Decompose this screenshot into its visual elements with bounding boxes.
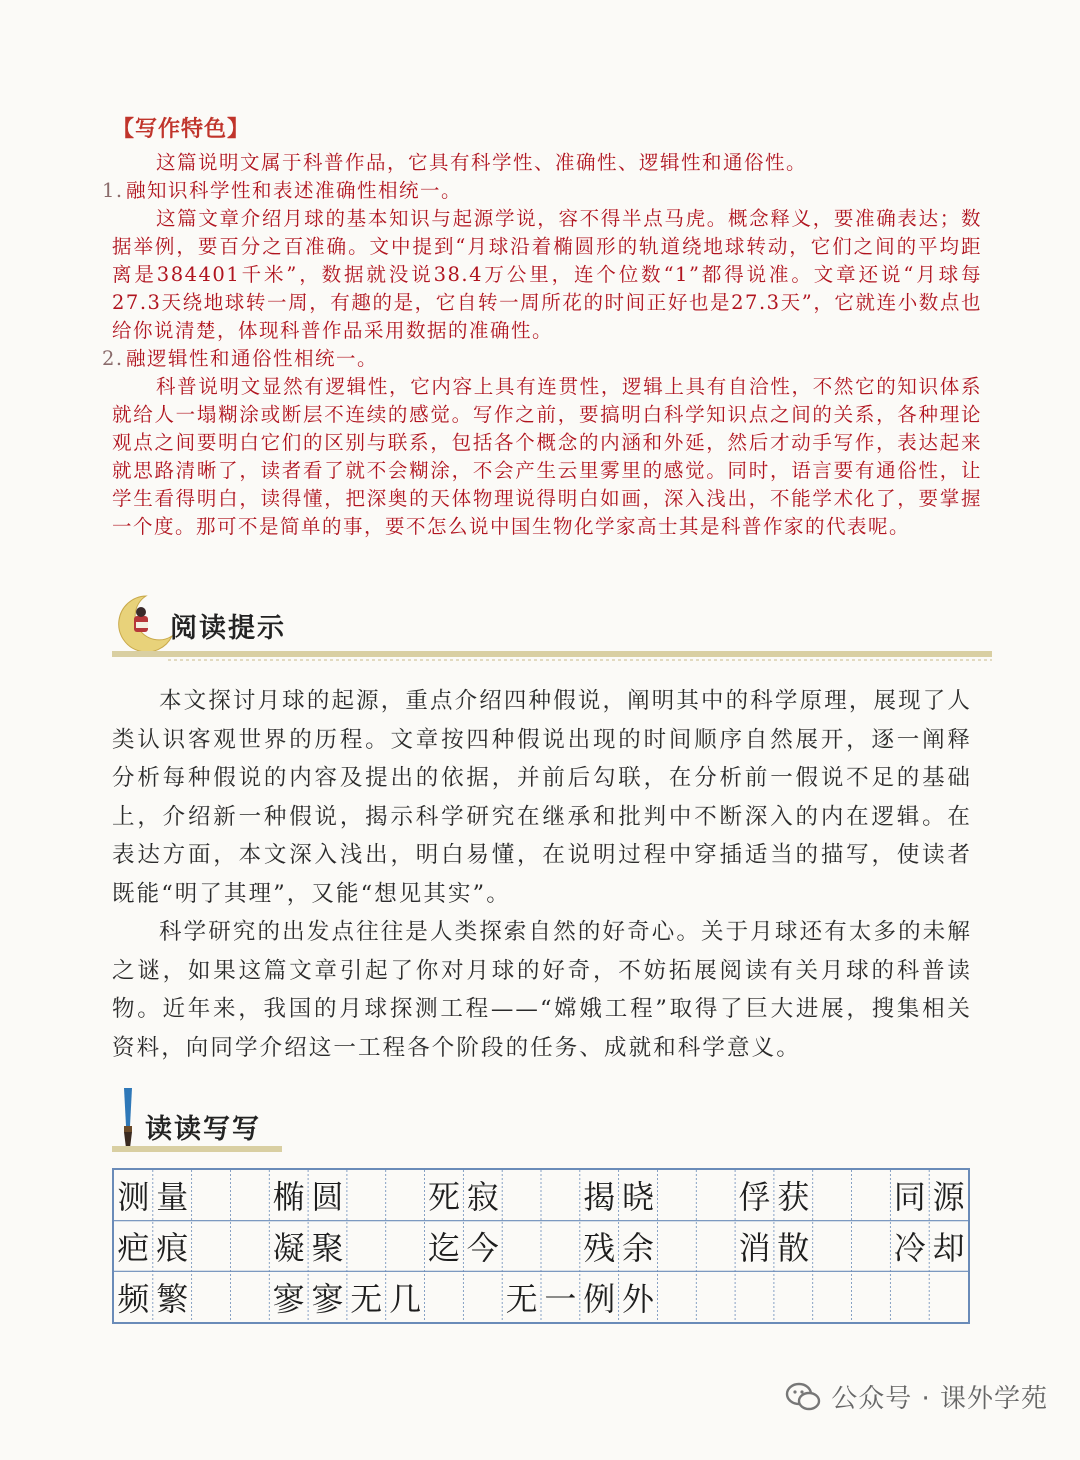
grid-character: 源 <box>932 1178 965 1217</box>
writing-features-title: 【写作特色】 <box>112 117 251 142</box>
point2-body: 科普说明文显然有逻辑性，它内容上具有连贯性，逻辑上具有自洽性，不然它的知识体系就给人一塌糊涂或断层不连续的感觉。写作之前，要搞明白科学知识点之间的关系，各种理论观点之间要明白它们的区别与联系，包括各个概念的内涵和外延，然后才动手写作，表达起来就思路清晰了，读者看了就不会糊涂，不会产生云里雾里的感觉。同时，语言要有通俗性，让学生看得明白，读得懂，把深奥的天体物理说得明白如画，深入浅出，不能学术化了，要掌握一个度。那可不是简单的事，要不怎么说中国生物化学家高士其是科普作家的代表呢。 <box>112 375 982 538</box>
grid-character: 聚 <box>311 1229 344 1267</box>
vocabulary-practice-grid <box>112 1168 970 1324</box>
reading-tips-underline <box>112 650 992 666</box>
grid-character: 量 <box>156 1178 189 1217</box>
grid-character: 例 <box>583 1279 616 1318</box>
grid-character: 俘 <box>738 1178 771 1217</box>
grid-character: 疤 <box>117 1229 150 1267</box>
reading-paragraph-2: 科学研究的出发点往往是人类探索自然的好奇心。关于月球还有太多的未解之谜，如果这篇文章引起了你对月球的好奇，不妨拓展阅读有关月球的科普读物。近年来，我国的月球探测工程——“嫦娥工程”取得了巨大进展，搜集相关资料，向同学介绍这一工程各个阶段的任务、成就和科学意义。 <box>112 919 972 1061</box>
reading-tips-title: 阅读提示 <box>170 613 286 644</box>
writing-features-notes <box>102 112 982 541</box>
moon-reader-icon <box>112 592 176 656</box>
reading-paragraph-1: 本文探讨月球的起源，重点介绍四种假说，阐明其中的科学原理，展现了人类认识客观世界的历程。文章按四种假说出现的时间顺序自然展开，逐一阐释分析每种假说的内容及提出的依据，并前后勾联，在分析前一假说不足的基础上，介绍新一种假说，揭示科学研究在继承和批判中不断深入的内在逻辑。在表达方面，本文深入浅出，明白易懂，在说明过程中穿插适当的描写，使读者既能“明了其理”，又能“想见其实”。 <box>112 688 972 907</box>
grid-character: 外 <box>622 1279 655 1318</box>
grid-character: 获 <box>777 1178 810 1217</box>
grid-character: 迄 <box>427 1229 460 1267</box>
reading-tips-body <box>112 682 972 1067</box>
read-write-title: 读读写写 <box>145 1114 261 1145</box>
grid-character: 凝 <box>272 1229 305 1267</box>
grid-character: 测 <box>117 1178 150 1217</box>
grid-character: 今 <box>466 1229 499 1267</box>
grid-character: 散 <box>777 1229 810 1267</box>
point1-heading: 1. 融知识科学性和表述准确性相统一。 <box>112 177 982 205</box>
grid-character: 晓 <box>622 1178 655 1217</box>
writing-features-intro: 这篇说明文属于科普作品，它具有科学性、准确性、逻辑性和通俗性。 <box>156 151 808 174</box>
grid-character: 冷 <box>893 1229 926 1267</box>
grid-character: 一 <box>544 1279 577 1318</box>
wechat-icon <box>785 1381 821 1413</box>
grid-character: 残 <box>583 1229 616 1267</box>
point1-number: 1. <box>102 179 124 202</box>
point2-heading: 2. 融逻辑性和通俗性相统一。 <box>112 345 982 373</box>
grid-character: 却 <box>932 1229 965 1267</box>
point1-body: 这篇文章介绍月球的基本知识与起源学说，容不得半点马虎。概念释义，要准确表达；数据举例，要百分之百准确。文中提到“月球沿着椭圆形的轨道绕地球转动，它们之间的平均距离是384401千米”，数据就没说38.4万公里，连个位数“1”都得说准。文章还说“月球每27.3天绕地球转一周，有趣的是，它自转一周所花的时间正好也是27.3天”，它就连小数点也给你说清楚，体现科普作品采用数据的准确性。 <box>112 207 982 342</box>
grid-character: 寂 <box>466 1178 499 1217</box>
grid-character: 同 <box>893 1178 926 1217</box>
grid-character: 消 <box>738 1229 771 1267</box>
grid-character: 无 <box>505 1279 538 1318</box>
read-write-underline <box>112 1144 282 1158</box>
brush-icon <box>110 1086 150 1152</box>
grid-character: 痕 <box>156 1229 189 1267</box>
grid-character: 椭 <box>272 1178 305 1217</box>
grid-character: 揭 <box>583 1178 616 1217</box>
grid-character: 无 <box>350 1279 383 1318</box>
grid-character: 死 <box>427 1178 460 1217</box>
grid-character: 余 <box>622 1229 655 1267</box>
grid-character: 频 <box>117 1279 150 1318</box>
grid-character: 几 <box>389 1279 422 1318</box>
grid-character: 寥 <box>272 1279 305 1318</box>
grid-character: 寥 <box>311 1279 344 1318</box>
grid-character: 繁 <box>156 1279 189 1318</box>
point2-number: 2. <box>102 347 124 370</box>
watermark <box>785 1378 1048 1415</box>
watermark-text: 公众号 · 课外学苑 <box>831 1384 1048 1414</box>
grid-character: 圆 <box>311 1178 344 1217</box>
